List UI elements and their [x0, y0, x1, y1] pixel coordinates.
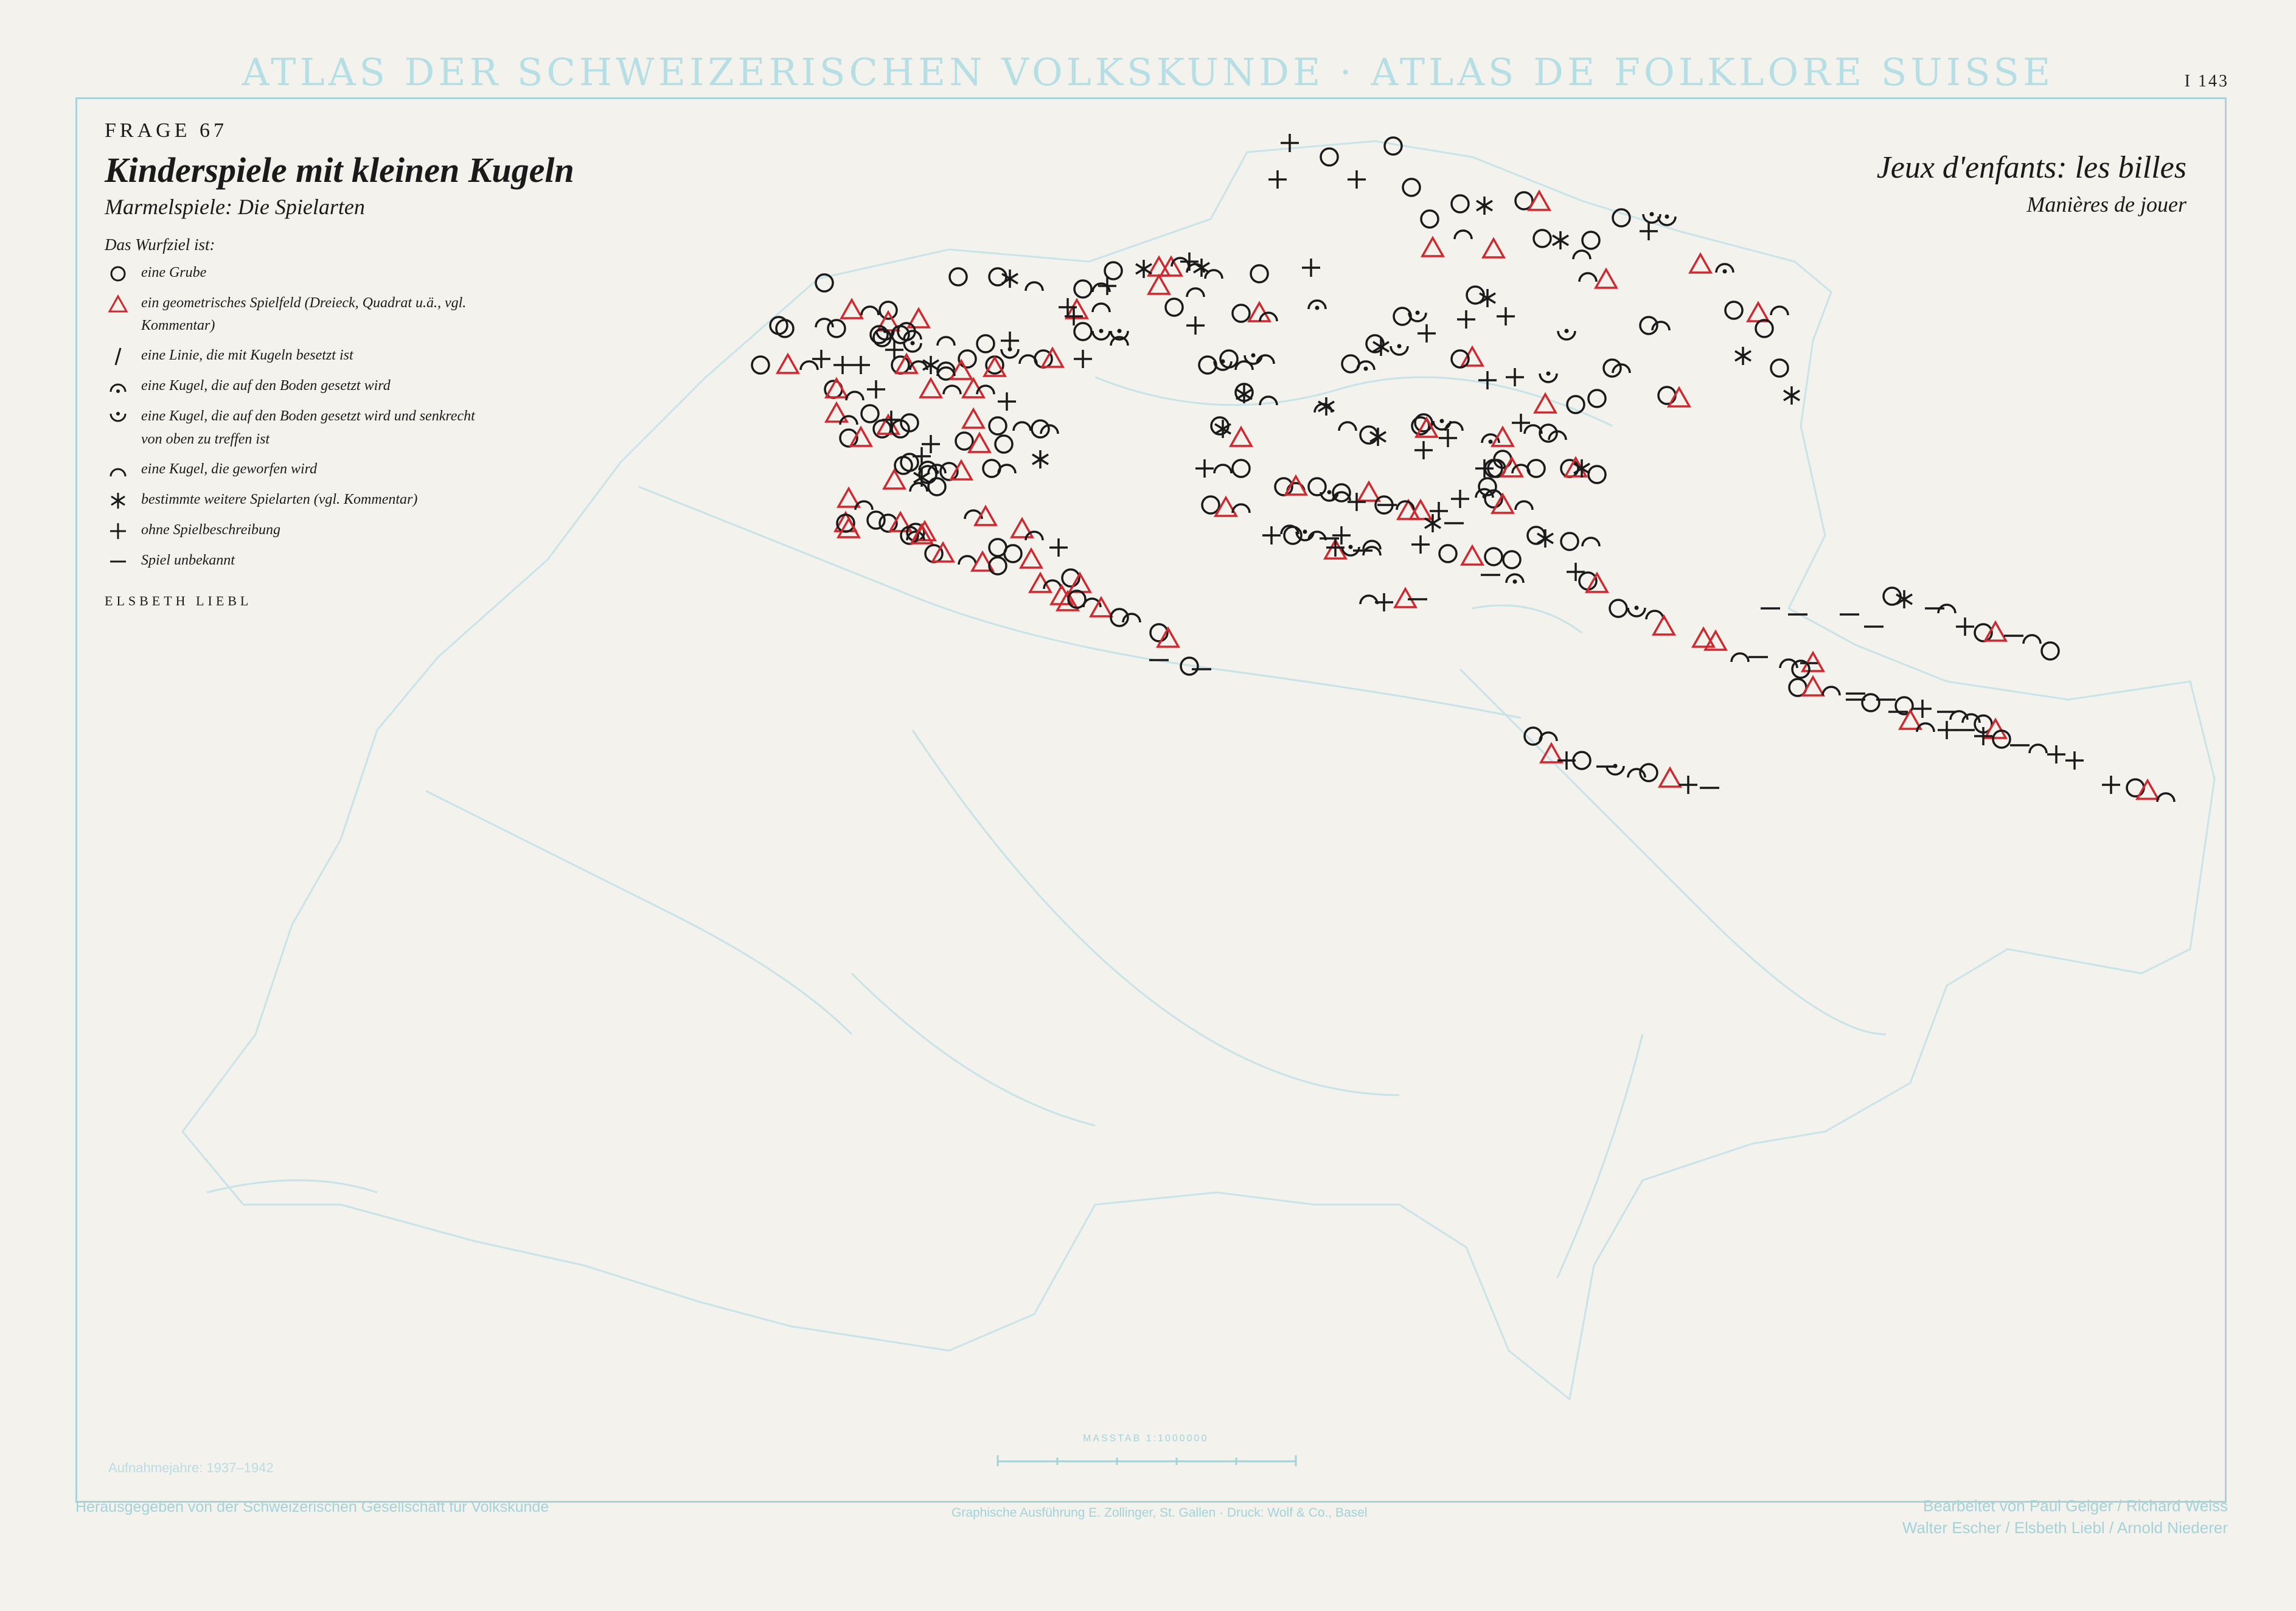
thrown-ball-symbol	[944, 386, 961, 394]
playfield-symbol	[920, 379, 941, 397]
pit-symbol	[1725, 302, 1742, 319]
no-description-symbol	[1268, 170, 1287, 189]
thrown-ball-symbol	[2030, 745, 2047, 753]
pit-symbol	[977, 335, 994, 352]
no-description-symbol	[2102, 776, 2120, 794]
thrown-ball-symbol	[938, 367, 955, 376]
title-block-french	[1877, 150, 2186, 217]
cup-dot-icon	[105, 406, 131, 428]
plate-number: I 143	[2184, 72, 2229, 91]
title-german: Kinderspiele mit kleinen Kugeln	[105, 150, 574, 190]
pit-symbol	[1613, 209, 1630, 226]
pit-symbol	[752, 357, 769, 374]
no-description-symbol	[1414, 441, 1433, 459]
thrown-ball-symbol	[1455, 231, 1472, 239]
playfield-symbol	[1483, 239, 1504, 257]
placed-ball-symbol	[1506, 574, 1523, 584]
no-description-symbol	[1457, 310, 1475, 329]
playfield-symbol	[975, 507, 996, 525]
other-variant-symbol	[1236, 385, 1252, 403]
playfield-symbol	[1021, 549, 1042, 568]
playfield-symbol	[1693, 628, 1714, 647]
legend-item-kugel-geworfen: eine Kugel, die geworfen wird	[105, 458, 604, 481]
pit-symbol	[1771, 360, 1788, 377]
no-description-symbol	[1938, 721, 1956, 739]
playfield-symbol	[1462, 347, 1483, 366]
thrown-ball-symbol	[2023, 635, 2040, 644]
thrown-ball-symbol	[846, 392, 863, 400]
thrown-ball-symbol	[1515, 501, 1532, 510]
pit-symbol	[1074, 280, 1091, 297]
pit-symbol	[895, 457, 912, 474]
author: ELSBETH LIEBL	[105, 593, 252, 608]
thrown-ball-symbol	[1093, 304, 1110, 312]
no-description-symbol	[1640, 222, 1658, 240]
triangle-icon	[105, 293, 131, 315]
vertical-hit-symbol	[1001, 347, 1018, 358]
thrown-ball-symbol	[1026, 282, 1043, 291]
vertical-hit-symbol	[1540, 372, 1557, 383]
thrown-ball-symbol	[1652, 322, 1669, 330]
legend-item-weitere: bestimmte weitere Spielarten (vgl. Kommentar)	[105, 489, 604, 512]
dash-icon	[105, 551, 131, 572]
thrown-ball-symbol	[861, 307, 878, 315]
other-variant-symbol	[1477, 197, 1492, 215]
no-description-symbol	[852, 356, 870, 374]
legend-item-ohne: ohne Spielbeschreibung	[105, 519, 604, 542]
playfield-symbol	[878, 416, 899, 434]
lake	[1472, 605, 1582, 633]
legend	[105, 262, 604, 572]
pit-symbol	[1032, 420, 1049, 437]
playfield-symbol	[1596, 270, 1616, 288]
pit-symbol	[874, 420, 891, 437]
no-description-symbol	[1478, 371, 1497, 389]
thrown-ball-symbol	[1123, 614, 1140, 622]
pit-symbol	[1394, 308, 1411, 325]
no-description-symbol	[1049, 538, 1068, 557]
pit-symbol	[868, 512, 885, 529]
other-variant-symbol	[1784, 386, 1800, 405]
legend-item-kugel-senkrecht: eine Kugel, die auf den Boden gesetzt wird und senkrecht von oben zu treffen ist	[105, 405, 604, 450]
other-variant-symbol	[1537, 529, 1553, 548]
thrown-ball-symbol	[1646, 611, 1663, 619]
editors-line-1: Bearbeitet von Paul Geiger / Richard Weiss	[1923, 1497, 2228, 1515]
no-description-symbol	[1913, 700, 1932, 718]
title-block	[105, 119, 604, 609]
other-variant-symbol	[1735, 347, 1751, 365]
pit-symbol	[2042, 642, 2059, 659]
pit-symbol	[995, 436, 1012, 453]
pit-symbol	[1166, 299, 1183, 316]
pit-symbol	[1610, 600, 1627, 617]
playfield-symbol	[1422, 238, 1443, 256]
pit-symbol	[861, 405, 878, 422]
playfield-symbol	[1462, 546, 1483, 565]
subtitle-french: Manières de jouer	[2026, 192, 2186, 217]
playfield-symbol	[963, 409, 984, 428]
thrown-ball-symbol	[1731, 653, 1748, 662]
no-description-symbol	[2065, 751, 2084, 770]
thrown-ball-symbol	[1771, 307, 1788, 315]
arc-icon	[105, 459, 131, 481]
printer: Graphische Ausführung E. Zollinger, St. Gallen · Druck: Wolf & Co., Basel	[951, 1506, 1368, 1520]
no-description-symbol	[998, 392, 1016, 411]
playfield-symbol	[1149, 276, 1169, 294]
survey-years: Aufnahmejahre: 1937–1942	[108, 1460, 274, 1475]
vertical-hit-symbol	[1093, 329, 1110, 340]
other-variant-symbol	[1896, 590, 1912, 608]
playfield-symbol	[841, 300, 862, 318]
other-variant-symbol	[1480, 289, 1495, 307]
pit-symbol	[1485, 548, 1502, 565]
thrown-ball-symbol	[1236, 361, 1253, 370]
pit-symbol	[1658, 387, 1675, 404]
pit-symbol	[1452, 195, 1469, 212]
other-variant-symbol	[1318, 397, 1334, 416]
thrown-ball-symbol	[1214, 465, 1231, 473]
pit-symbol	[989, 417, 1006, 434]
thrown-ball-symbol	[2157, 793, 2174, 802]
pit-symbol	[1321, 148, 1338, 165]
pit-symbol	[1105, 262, 1122, 279]
thrown-ball-symbol	[801, 361, 818, 370]
no-description-symbol	[867, 380, 885, 398]
thrown-ball-symbol	[840, 416, 857, 425]
vertical-hit-symbol	[1628, 606, 1645, 617]
arc-dot-icon	[105, 376, 131, 398]
pit-symbol	[1074, 323, 1091, 340]
legend-item-grube: eine Grube	[105, 262, 604, 285]
pit-symbol	[1220, 350, 1237, 367]
river	[426, 791, 852, 1034]
pit-symbol	[1004, 545, 1021, 562]
title-french: Jeux d'enfants: les billes	[1876, 150, 2186, 185]
no-description-symbol	[1439, 429, 1457, 447]
pit-symbol	[989, 557, 1006, 574]
pit-symbol	[983, 460, 1000, 477]
pit-symbol	[1233, 460, 1250, 477]
no-description-symbol	[1512, 414, 1530, 432]
asterisk-icon	[105, 490, 131, 512]
pit-symbol	[1199, 357, 1216, 374]
no-description-symbol	[1302, 259, 1320, 277]
publisher: Herausgegeben von der Schweizerischen Gesellschaft für Volkskunde	[75, 1498, 549, 1515]
pit-symbol	[1202, 496, 1219, 513]
pit-symbol	[1403, 179, 1420, 196]
pit-symbol	[1385, 137, 1402, 155]
no-description-symbol	[1956, 618, 1974, 636]
thrown-ball-symbol	[1014, 422, 1031, 431]
pit-symbol	[950, 268, 967, 285]
atlas-header: ATLAS DER SCHWEIZERISCHEN VOLKSKUNDE · ATLAS DE FOLKLORE SUISSE	[242, 50, 2054, 94]
no-description-symbol	[812, 350, 830, 368]
no-description-symbol	[1679, 776, 1697, 794]
thrown-ball-symbol	[1026, 532, 1043, 540]
no-description-symbol	[1195, 459, 1214, 478]
thrown-ball-symbol	[938, 337, 955, 346]
legend-item-spielfeld: ein geometrisches Spielfeld (Dreieck, Quadrat u.ä., vgl. Kommentar)	[105, 292, 604, 337]
thrown-ball-symbol	[1111, 337, 1128, 346]
pit-symbol	[956, 433, 973, 450]
playfield-symbol	[778, 355, 798, 373]
pit-symbol	[776, 320, 793, 337]
pit-symbol	[1284, 527, 1301, 544]
legend-item-kugel-gesetzt: eine Kugel, die auf den Boden gesetzt wird	[105, 375, 604, 398]
no-description-symbol	[1074, 350, 1092, 368]
slash-icon	[105, 346, 131, 367]
thrown-ball-symbol	[910, 483, 927, 492]
thrown-ball-symbol	[1573, 251, 1590, 259]
playfield-symbol	[1748, 303, 1769, 321]
pit-symbol	[1309, 478, 1326, 495]
pit-symbol	[1528, 460, 1545, 477]
no-description-symbol	[1262, 526, 1281, 545]
pit-symbol	[1233, 305, 1250, 322]
pit-symbol	[1604, 360, 1621, 377]
pit-symbol	[1588, 390, 1605, 407]
thrown-ball-symbol	[1339, 422, 1356, 431]
subtitle-german: Marmelspiele: Die Spielarten	[105, 195, 365, 219]
pit-symbol	[828, 320, 845, 337]
no-description-symbol	[1567, 563, 1585, 581]
vertical-hit-symbol	[1558, 329, 1575, 340]
circle-icon	[105, 263, 131, 285]
pit-symbol	[1756, 320, 1773, 337]
placed-ball-symbol	[1309, 301, 1326, 310]
pit-symbol	[1993, 731, 2010, 748]
no-description-symbol	[1348, 170, 1366, 189]
vertical-hit-symbol	[904, 341, 921, 352]
river	[852, 973, 1095, 1126]
no-description-symbol	[922, 435, 940, 453]
river	[1557, 1034, 1643, 1278]
no-description-symbol	[1375, 593, 1393, 611]
river	[913, 730, 1399, 1095]
pit-symbol	[1439, 545, 1456, 562]
vertical-hit-symbol	[1391, 344, 1408, 355]
pit-symbol	[1573, 752, 1590, 769]
pit-symbol	[1588, 466, 1605, 483]
playfield-symbol	[1690, 254, 1711, 273]
no-description-symbol	[1451, 490, 1469, 508]
no-description-symbol	[1180, 252, 1198, 271]
thrown-ball-symbol	[1582, 538, 1599, 546]
vertical-hit-symbol	[1607, 764, 1624, 775]
symbol-layer	[752, 134, 2174, 802]
thrown-ball-symbol	[1187, 288, 1204, 297]
pit-symbol	[1251, 265, 1268, 282]
legend-item-unbekannt: Spiel unbekannt	[105, 549, 604, 572]
thrown-ball-symbol	[959, 556, 976, 565]
thrown-ball-symbol	[1233, 504, 1250, 513]
question-number: FRAGE 67	[105, 119, 228, 142]
no-description-symbol	[1186, 316, 1205, 335]
no-description-symbol	[1506, 368, 1524, 386]
other-variant-symbol	[1553, 231, 1568, 249]
pit-symbol	[1534, 230, 1551, 247]
playfield-symbol	[1358, 482, 1379, 501]
pit-symbol	[2127, 779, 2144, 796]
river	[1460, 669, 1886, 1034]
pit-symbol	[1862, 694, 1879, 711]
river	[1095, 377, 1612, 426]
plus-icon	[105, 520, 131, 542]
thrown-ball-symbol	[1823, 687, 1840, 695]
scale-label: MASSTAB 1:1000000	[1083, 1433, 1209, 1444]
no-description-symbol	[1411, 535, 1430, 554]
placed-ball-symbol	[1716, 264, 1733, 274]
playfield-symbol	[1395, 589, 1416, 607]
thrown-ball-symbol	[1360, 596, 1377, 604]
no-description-symbol	[1418, 324, 1436, 343]
pit-symbol	[928, 478, 945, 495]
pit-symbol	[1561, 533, 1578, 550]
playfield-symbol	[838, 489, 859, 507]
no-description-symbol	[2047, 745, 2065, 764]
pit-symbol	[1582, 232, 1599, 249]
thrown-ball-symbol	[1628, 769, 1645, 778]
no-description-symbol	[833, 356, 852, 374]
pit-symbol	[1503, 551, 1520, 568]
editors-line-2: Walter Escher / Elsbeth Liebl / Arnold Niederer	[1902, 1519, 2228, 1537]
thrown-ball-symbol	[1579, 273, 1596, 282]
other-variant-symbol	[1032, 450, 1048, 468]
playfield-symbol	[1231, 428, 1251, 446]
legend-item-linie: eine Linie, die mit Kugeln besetzt ist	[105, 344, 604, 367]
playfield-symbol	[1660, 768, 1680, 787]
legend-caption: Das Wurfziel ist:	[105, 235, 215, 254]
no-description-symbol	[1497, 307, 1515, 325]
thrown-ball-symbol	[1205, 270, 1222, 279]
no-description-symbol	[882, 411, 900, 429]
pit-symbol	[1421, 211, 1438, 228]
